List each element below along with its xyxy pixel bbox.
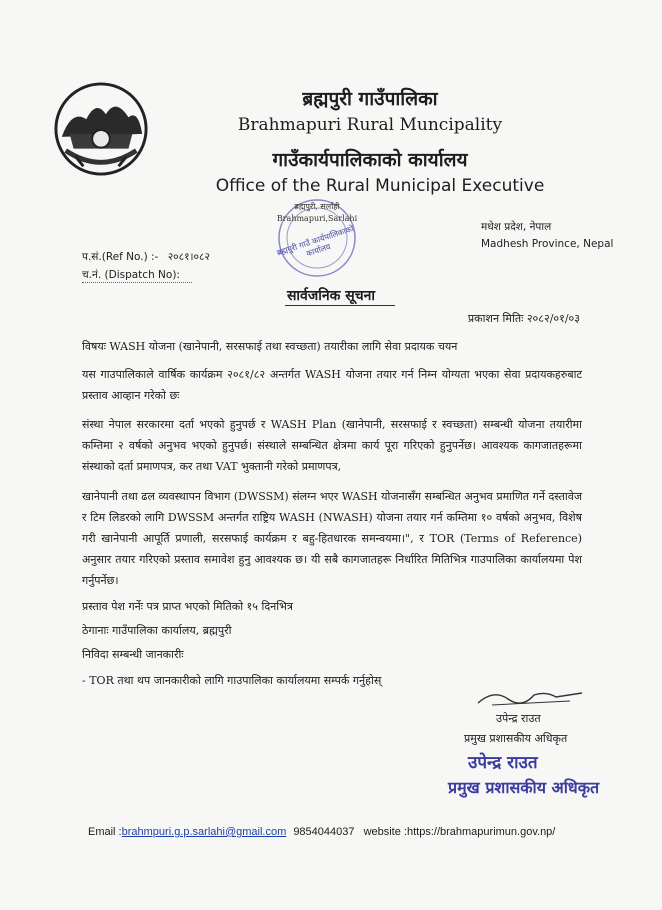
stamp-title: प्रमुख प्रशासकीय अधिकृत: [448, 778, 600, 797]
title-underline: [285, 305, 395, 306]
seal-text-2: Brahmapuri,Sarlahi: [276, 214, 358, 223]
phone-number: 9854044037: [293, 826, 355, 838]
nepal-emblem-icon: [52, 80, 150, 178]
subject-line: विषयः WASH योजना (खानेपानी, सरसफाई तथा स्वच्छता) तयारीका लागि सेवा प्रदायक चयन: [82, 340, 458, 353]
website-label: website :: [363, 826, 407, 838]
info-item: - TOR तथा थप जानकारीको लागि गाउपालिका कार्यालयमा सम्पर्क गर्नुहोस्: [82, 674, 382, 687]
intro-paragraph: यस गाउपालिकाले वार्षिक कार्यक्रम २०८१/८२ अन्तर्गत WASH योजना तयार गर्न निम्न योग्यता भएका सेवा प्रदायकहरुबाट प्रस्ताव आव्हान गरेको छः: [82, 368, 582, 402]
dispatch-label: च.नं. (Dispatch No):: [82, 269, 180, 281]
signatory-name: उपेन्द्र राउत: [496, 712, 541, 725]
office-name-np: गाउँकार्यपालिकाको कार्यालय: [272, 149, 468, 171]
website-link[interactable]: https://brahmapurimun.gov.np/: [406, 826, 556, 838]
footer-contact: [88, 826, 555, 838]
email-label: Email :: [88, 826, 122, 838]
address-np: मधेश प्रदेश, नेपाल: [481, 221, 552, 233]
ref-value: २०८१।०८२: [167, 251, 210, 263]
ref-label: प.सं.(Ref No.) :-: [82, 251, 159, 263]
deadline-line: प्रस्ताव पेश गर्नेः पत्र प्राप्त भएको मितिको १५ दिनभित्र: [82, 600, 293, 613]
info-heading: निविदा सम्बन्धी जानकारीः: [82, 648, 184, 661]
published-date: प्रकाशन मितिः २०८२/०१/०३: [467, 312, 580, 325]
dispatch-number: [82, 268, 192, 283]
notice-title: सार्वजनिक सूचना: [286, 288, 376, 304]
seal-text-1: ब्रह्मपुरी, सर्लाही: [294, 202, 340, 211]
location-line: ठेगानाः गाउँपालिका कार्यालय, ब्रह्मपुरी: [82, 624, 232, 637]
office-name-en: Office of the Rural Municipal Executive: [215, 176, 545, 196]
requirements-paragraph: संस्था नेपाल सरकारमा दर्ता भएको हुनुपर्छ र WASH Plan (खानेपानी, सरसफाई र स्वच्छता) सम्बन्धी योजना तयारीमा कम्तिमा २ वर्षको अनुभव भएको हुनुपर्छ। संस्थाले सम्बन्धित क्षेत्रमा कार्य पूरा गरिएको हुनुपर्नेछ। आवश्यक कागजातहरूमा संस्थाको दर्ता प्रमाणपत्र, कर तथा VAT भुक्तानी गरेको प्रमाणपत्र,: [82, 418, 582, 473]
office-seal: [263, 196, 371, 278]
signature-icon: [474, 685, 586, 709]
signatory-title: प्रमुख प्रशासकीय अधिकृत: [464, 732, 568, 745]
address-en: Madhesh Province, Nepal: [481, 238, 614, 250]
seal-text-3: ब्रह्मपुरी गाउँ कार्यपालिकाको कार्यालय: [275, 224, 355, 259]
ref-number: [82, 250, 210, 264]
municipality-name-np: ब्रह्मपुरी गाउँपालिका: [302, 88, 438, 110]
email-link[interactable]: brahmpuri.g.p.sarlahi@gmail.com: [121, 826, 287, 838]
municipality-name-en: Brahmapuri Rural Muncipality: [237, 115, 503, 135]
documents-paragraph: खानेपानी तथा ढल व्यवस्थापन विभाग (DWSSM) संलग्न भएर WASH योजनासँग सम्बन्धित अनुभव प्रमाणित गर्ने दस्तावेज र टिम लिडरको लागि DWSSM अन्तर्गत राष्ट्रिय WASH (NWASH) योजना तयार गर्न कम्तिमा १० वर्षको अनुभव, विशेष गरी खानेपानी आपूर्ति प्रणाली, सरसफाई कार्यक्रम र बहु-हितधारक समन्वयमा।", र TOR (Terms of Reference) अनुसार तयार गरिएको प्रस्ताव समावेश हुनु आवश्यक छ। यी सबै कागजातहरू निर्धारित मितिभित्र गाउपालिका कार्यालयमा पेश गर्नुपर्नेछ।: [82, 490, 582, 587]
stamp-name: उपेन्द्र राउत: [468, 753, 538, 773]
